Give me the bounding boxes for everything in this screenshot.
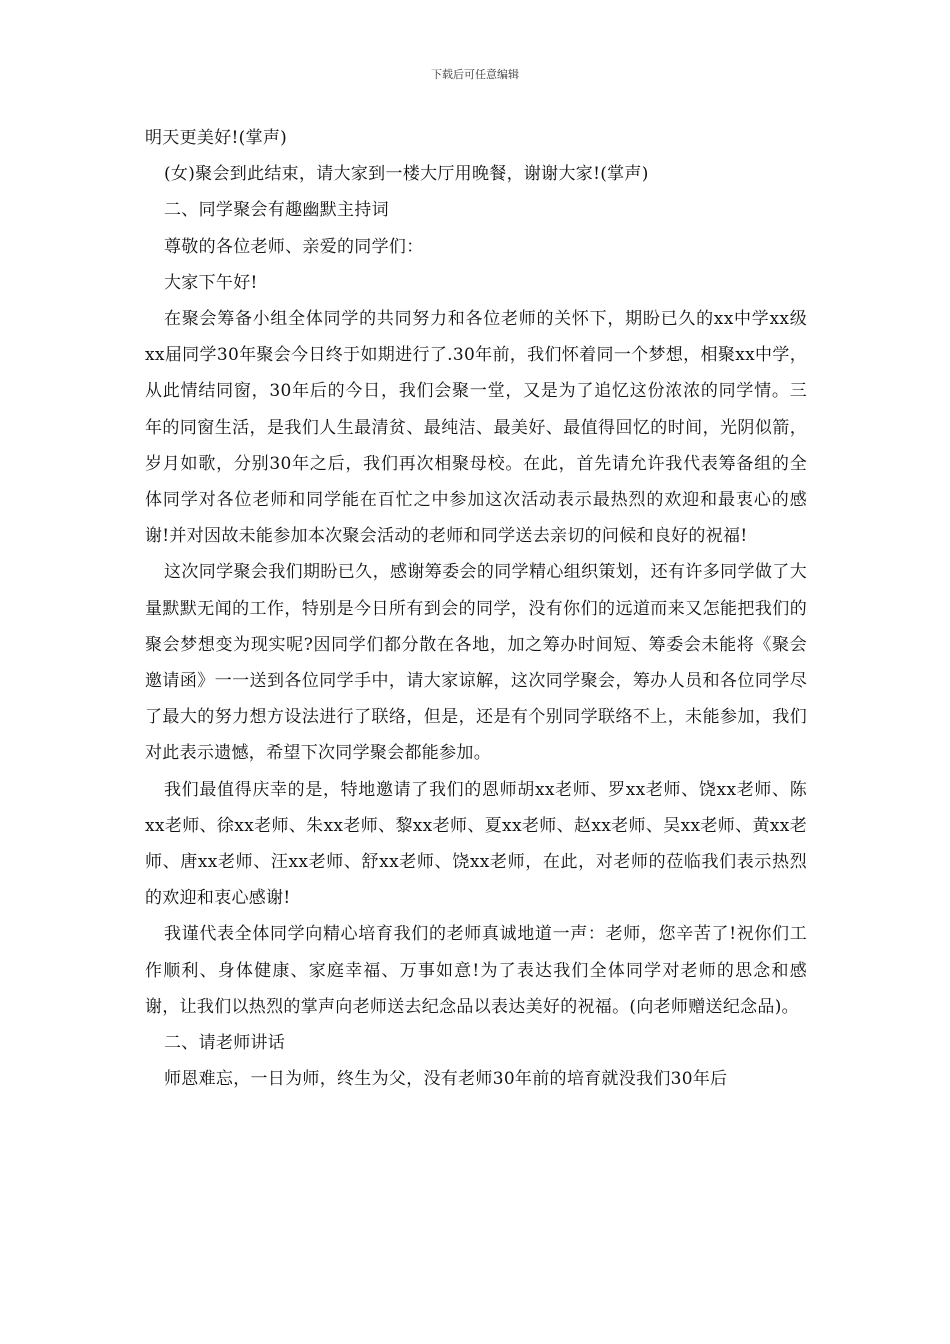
greeting: 大家下午好! [164,272,258,293]
paragraph: (女)聚会到此结束，请大家到一楼大厅用晚餐，谢谢大家!(掌声) [164,164,649,185]
page-header: 下载后可任意编辑 [431,68,519,81]
paragraph: 在聚会筹备小组全体同学的共同努力和各位老师的关怀下，期盼已久的xx中学xx级xx届同学30年聚会今日终于如期进行了.30年前，我们怀着同一个梦想，相聚xx中学，从此情结同窗，30年后的今日，我们会聚一堂，又是为了追忆这份浓浓的同学情。三年的同窗生活，是我们人生最清贫、最纯洁、最美好、最值得回忆的时间，光阴似箭，岁月如歌，分别30年之后，我们再次相聚母校。在此，首先请允许我代表筹备组的全体同学对各位老师和同学能在百忙之中参加这次活动表示最热烈的欢迎和最衷心的感谢!并对因故未能参加本次聚会活动的老师和同学送去亲切的问候和良好的祝福! [145,309,807,547]
paragraph: 这次同学聚会我们期盼已久，感谢筹委会的同学精心组织策划，还有许多同学做了大量默默无闻的工作，特别是今日所有到会的同学，没有你们的远道而来又怎能把我们的聚会梦想变为现实呢?因同学们都分散在各地，加之筹办时间短、筹委会未能将《聚会邀请函》一一送到各位同学手中，请大家谅解，这次同学聚会，筹办人员和各位同学尽了最大的努力想方设法进行了联络，但是，还是有个别同学联络不上，未能参加，我们对此表示遗憾，希望下次同学聚会都能参加。 [145,562,807,764]
paragraph: 师恩难忘，一日为师，终生为父，没有老师30年前的培育就没我们30年后 [164,1069,728,1090]
section-heading: 二、请老师讲话 [164,1033,286,1054]
salutation: 尊敬的各位老师、亲爱的同学们： [164,236,424,257]
section-heading: 二、同学聚会有趣幽默主持词 [164,200,389,221]
paragraph: 我们最值得庆幸的是，特地邀请了我们的恩师胡xx老师、罗xx老师、饶xx老师、陈xx老师、徐xx老师、朱xx老师、黎xx老师、夏xx老师、赵xx老师、吴xx老师、黄xx老师、唐xx老师、汪xx老师、舒xx老师、饶xx老师，在此，对老师的莅临我们表示热烈的欢迎和衷心感谢! [145,779,807,909]
document-body [145,120,807,1097]
paragraph: 我谨代表全体同学向精心培育我们的老师真诚地道一声：老师，您辛苦了!祝你们工作顺利、身体健康、家庭幸福、万事如意!为了表达我们全体同学对老师的思念和感谢，让我们以热烈的掌声向老师送去纪念品以表达美好的祝福。(向老师赠送纪念品)。 [145,924,807,1017]
paragraph: 明天更美好!(掌声) [145,128,288,148]
